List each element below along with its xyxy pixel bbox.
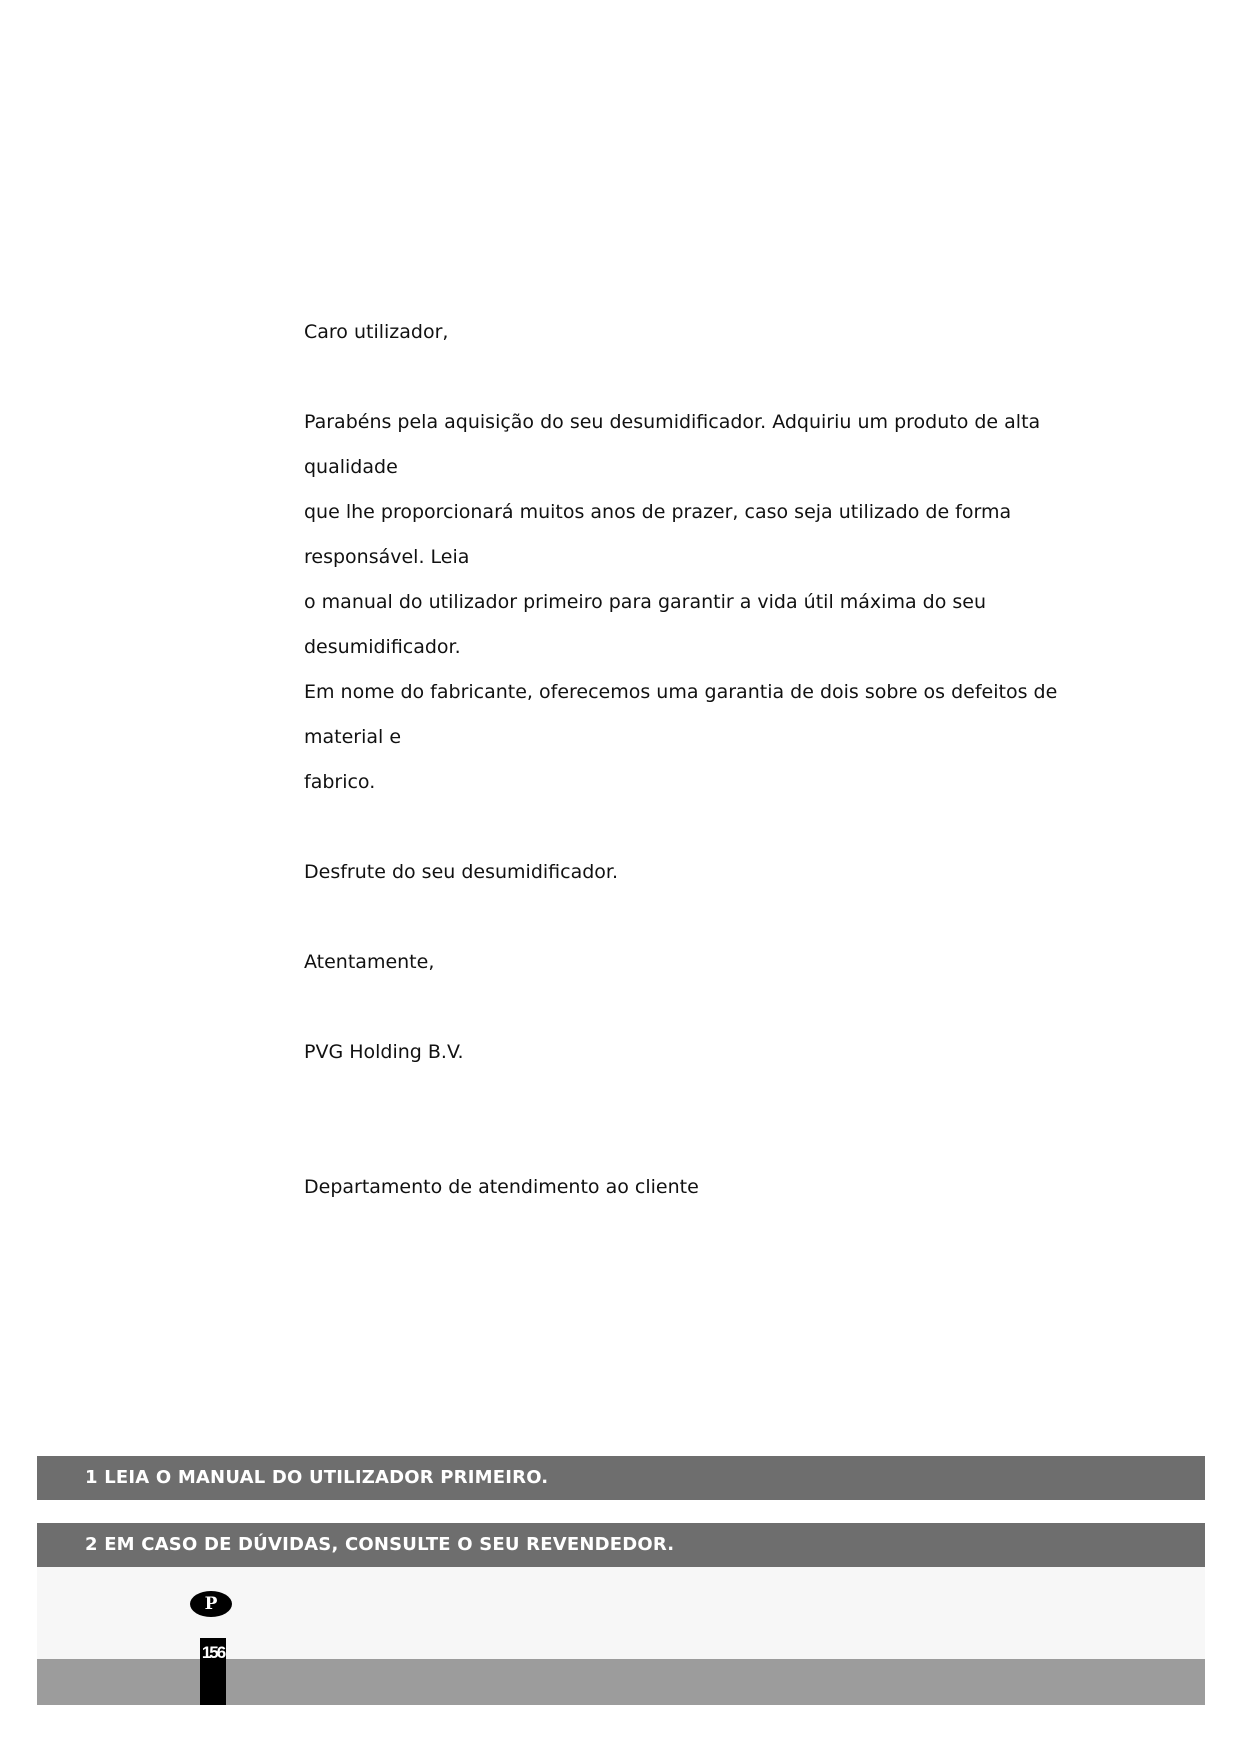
language-badge: P	[190, 1591, 232, 1617]
letter-body-line: Parabéns pela aquisição do seu desumidificador. Adquiriu um produto de alta qualidade	[304, 411, 1041, 478]
letter-closing: Atentamente,	[304, 951, 435, 973]
spacer	[304, 895, 1124, 940]
letter-company: PVG Holding B.V.	[304, 1041, 464, 1063]
letter-body-line: o manual do utilizador primeiro para garantir a vida útil máxima do seu desumidificador.	[304, 591, 986, 658]
spacer	[304, 985, 1124, 1030]
notice-bar-read-manual: 1 LEIA O MANUAL DO UTILIZADOR PRIMEIRO.	[37, 1456, 1205, 1500]
letter-body-line: Em nome do fabricante, oferecemos uma garantia de dois sobre os defeitos de material e	[304, 681, 1058, 748]
letter	[304, 310, 1124, 1210]
letter-enjoy: Desfrute do seu desumidificador.	[304, 861, 619, 883]
page-number: 156	[201, 1643, 225, 1662]
notice-bar-consult-dealer: 2 EM CASO DE DÚVIDAS, CONSULTE O SEU REVENDEDOR.	[37, 1523, 1205, 1567]
letter-department: Departamento de atendimento ao cliente	[304, 1176, 699, 1198]
spacer	[304, 805, 1124, 850]
letter-salutation: Caro utilizador,	[304, 321, 449, 343]
letter-body-line: fabrico.	[304, 771, 376, 793]
spacer	[304, 355, 1124, 400]
spacer	[304, 1075, 1124, 1165]
letter-body-line: que lhe proporcionará muitos anos de prazer, caso seja utilizado de forma responsável. Leia	[304, 501, 1012, 568]
